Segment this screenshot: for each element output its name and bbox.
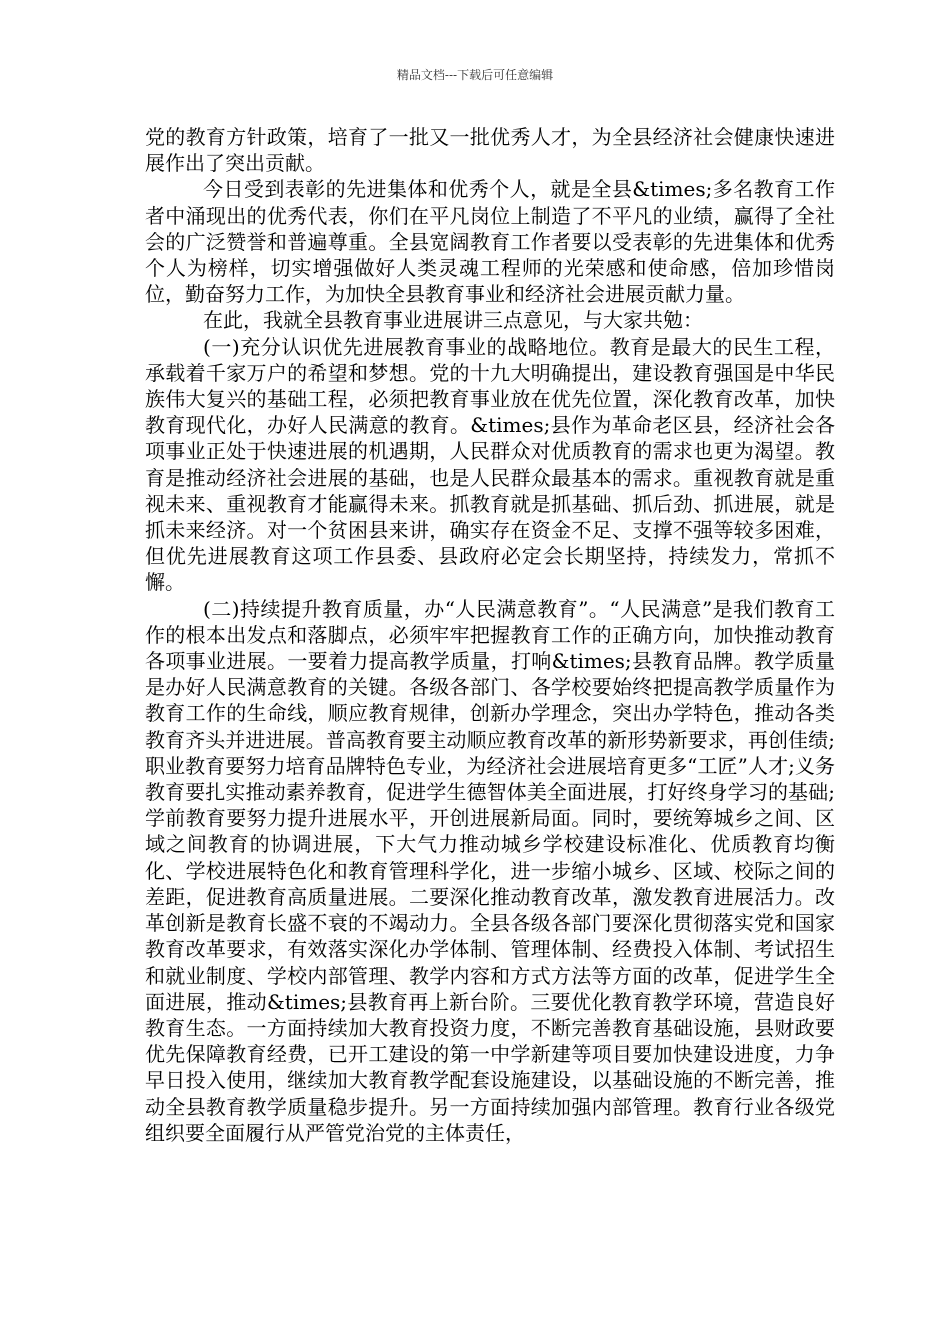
paragraph-continuation: 党的教育方针政策，培育了一批又一批优秀人才，为全县经济社会健康快速进展作出了突出贡献。	[145, 125, 835, 176]
paragraph-section-2: (二)持续提升教育质量，办“人民满意教育”。“人民满意”是我们教育工作的根本出发点和落脚点，必须牢牢把握教育工作的正确方向，加快推动教育各项事业进展。一要着力提高教学质量，打响&times;县教育品牌。教学质量是办好人民满意教育的关键。各级各部门、各学校要始终把提高教学质量作为教育工作的生命线，顺应教育规律，创新办学理念，突出办学特色，推动各类教育齐头并进进展。普高教育要主动顺应教育改革的新形势新要求，再创佳绩;职业教育要努力培育品牌特色专业，为经济社会进展培育更多“工匠”人才;义务教育要扎实推动素养教育，促进学生德智体美全面进展，打好终身学习的基础;学前教育要努力提升进展水平，开创进展新局面。同时，要统筹城乡之间、区域之间教育的协调进展，下大气力推动城乡学校建设标准化、优质教育均衡化、学校进展特色化和教育管理科学化，进一步缩小城乡、区域、校际之间的差距，促进教育高质量进展。二要深化推动教育改革，激发教育进展活力。改革创新是教育长盛不衰的不竭动力。全县各级各部门要深化贯彻落实党和国家教育改革要求，有效落实深化办学体制、管理体制、经费投入体制、考试招生和就业制度、学校内部管理、教学内容和方式方法等方面的改革，促进学生全面进展，推动&times;县教育再上新台阶。三要优化教育教学环境，营造良好教育生态。一方面持续加大教育投资力度，不断完善教育基础设施，县财政要优先保障教育经费，已开工建设的第一中学新建等项目要加快建设进度，力争早日投入使用，继续加大教育教学配套设施建设，以基础设施的不断完善，推动全县教育教学质量稳步提升。另一方面持续加强内部管理。教育行业各级党组织要全面履行从严管党治党的主体责任，	[145, 596, 835, 1145]
paragraph: 今日受到表彰的先进集体和优秀个人，就是全县&times;多名教育工作者中涌现出的优秀代表，你们在平凡岗位上制造了不平凡的业绩，赢得了全社会的广泛赞誉和普遍尊重。全县宽阔教育工作者要以受表彰的先进集体和优秀个人为榜样，切实增强做好人类灵魂工程师的光荣感和使命感，倍加珍惜岗位，勤奋努力工作，为加快全县教育事业和经济社会进展贡献力量。	[145, 177, 835, 307]
page-header: 精品文档---下载后可任意编辑	[396, 68, 554, 82]
paragraph: 在此，我就全县教育事业进展讲三点意见，与大家共勉：	[203, 308, 703, 333]
document-body	[145, 124, 835, 1146]
paragraph-section-1: (一)充分认识优先进展教育事业的战略地位。教育是最大的民生工程，承载着千家万户的希望和梦想。党的十九大明确提出，建设教育强国是中华民族伟大复兴的基础工程，必须把教育事业放在优先位置，深化教育改革，加快教育现代化，办好人民满意的教育。&times;县作为革命老区县，经济社会各项事业正处于快速进展的机遇期，人民群众对优质教育的需求也更为渴望。教育是推动经济社会进展的基础，也是人民群众最基本的需求。重视教育就是重视未来、重视教育才能赢得未来。抓教育就是抓基础、抓后劲、抓进展，就是抓未来经济。对一个贫困县来讲，确实存在资金不足、支撑不强等较多困难，但优先进展教育这项工作县委、县政府必定会长期坚持，持续发力，常抓不懈。	[145, 334, 835, 595]
